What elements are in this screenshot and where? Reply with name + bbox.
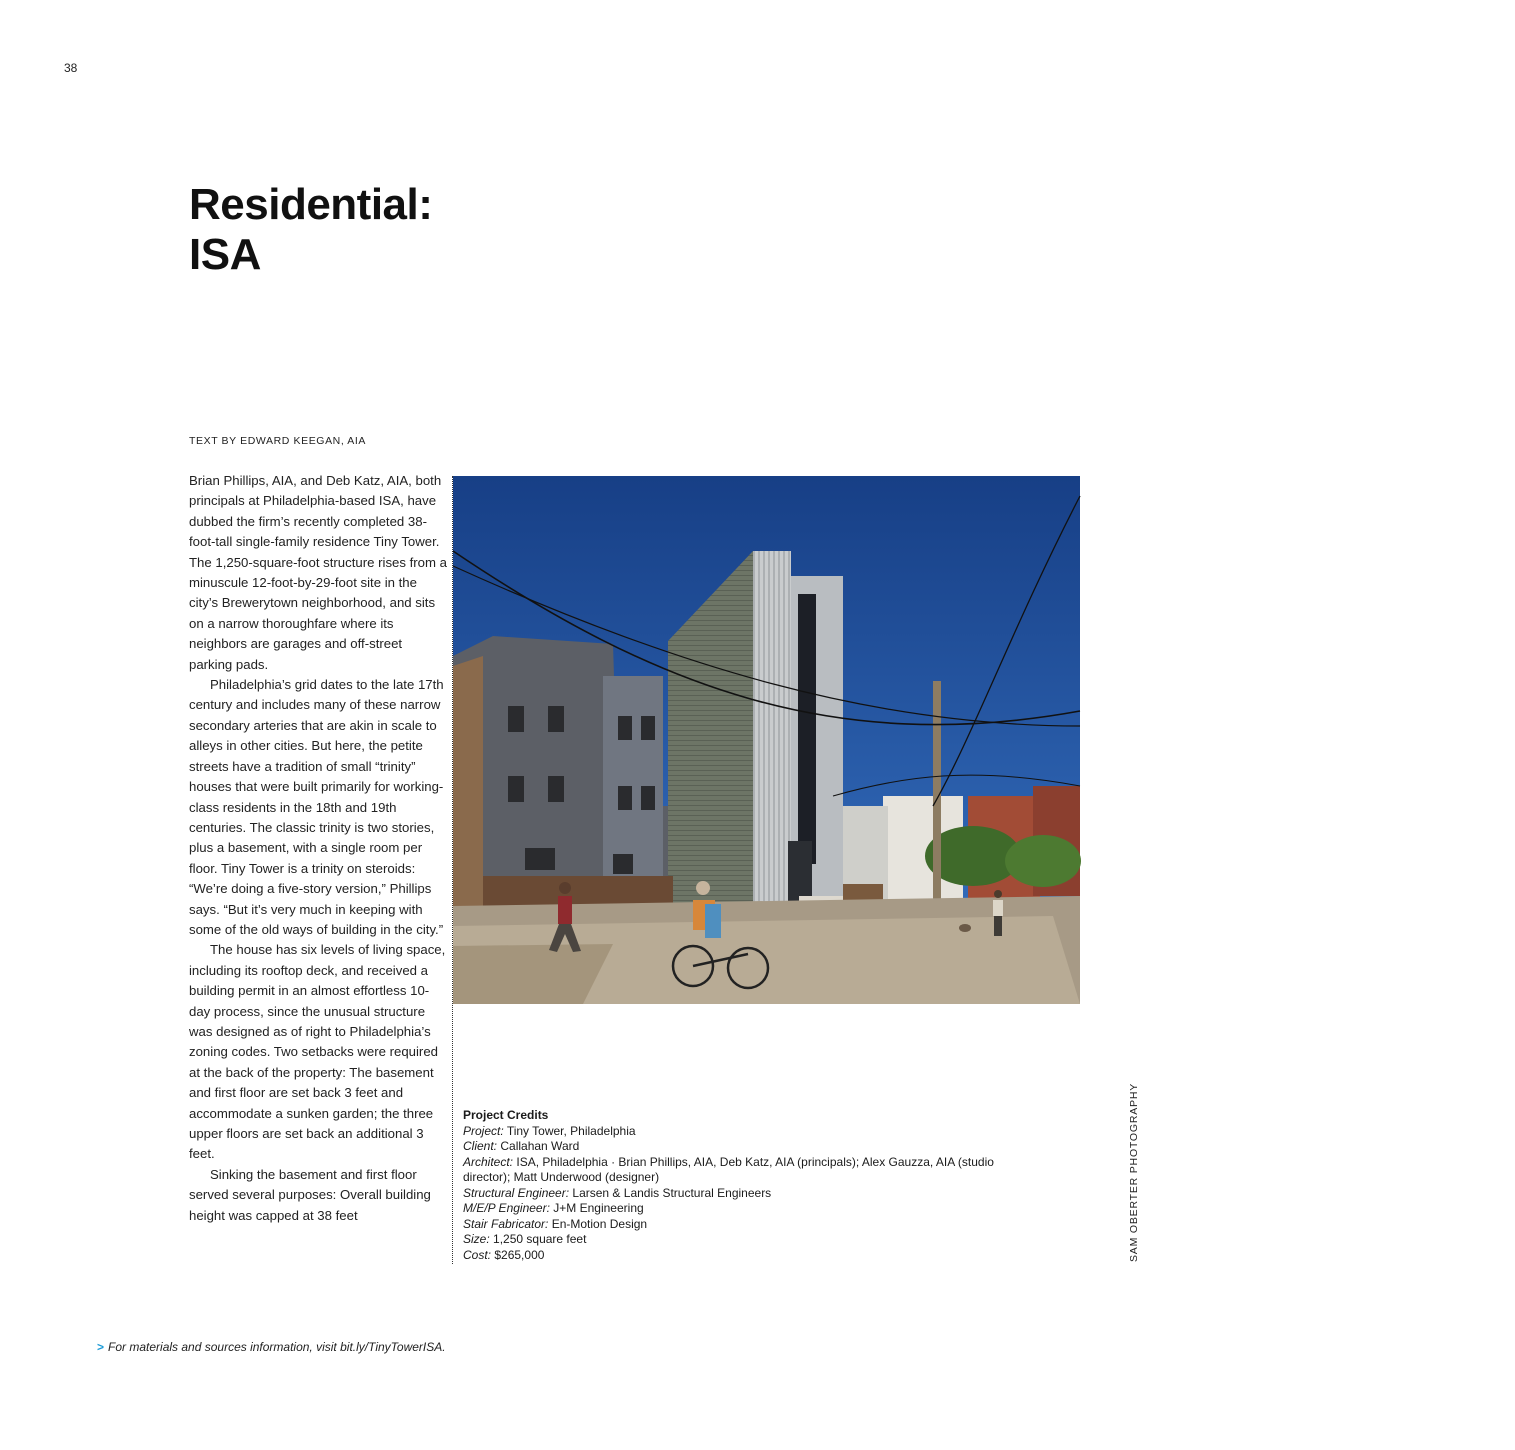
credit-size (463, 1232, 1023, 1248)
credit-value: Callahan Ward (500, 1139, 580, 1153)
credit-architect (463, 1155, 1023, 1186)
project-credits (463, 1108, 1023, 1263)
credit-label: Stair Fabricator: (463, 1216, 549, 1231)
page-title (189, 180, 432, 280)
photo-caption: Tiny Tower is clad in ATAS metal panels on the front façade, and Hardieplank on the sides. (1350, 971, 1497, 1047)
credits-title: Project Credits (463, 1108, 549, 1122)
credit-value: J+M Engineering (553, 1201, 644, 1215)
title-line-2: ISA (189, 230, 261, 279)
credit-value: ISA, Philadelphia · Brian Phillips, AIA, Deb Katz, AIA (principals); Alex Gauzza, AIA (studio director); Matt Underwood (designer) (463, 1154, 994, 1184)
title-line-1: Residential: (189, 180, 433, 229)
credit-client (463, 1139, 1023, 1155)
credit-label: Cost: (463, 1247, 492, 1262)
tiny-tower-illustration (453, 476, 1080, 1004)
credit-value: Tiny Tower, Philadelphia (506, 1123, 636, 1138)
footer-note (97, 1340, 446, 1354)
credit-structural-engineer (463, 1186, 1023, 1202)
body-paragraph-1: Brian Phillips, AIA, and Deb Katz, AIA, both principals at Philadelphia-based ISA, have dubbed the firm’s recently completed 38-foot-tall single-family residence Tiny Tower. The 1,250-square-foot structure rises from a minuscule 12-foot-by-29-foot site in the city’s Brewerytown neighborhood, and sits on a narrow thoroughfare where its neighbors are garages and off-street parking pads. (189, 473, 447, 672)
article-body (189, 471, 447, 1226)
credit-value: Larsen & Landis Structural Engineers (572, 1185, 772, 1200)
body-paragraph-4: Sinking the basement and first floor served several purposes: Overall building height was capped at 38 feet (189, 1166, 431, 1223)
credit-value: 1,250 square feet (493, 1232, 587, 1246)
credit-project (463, 1124, 1023, 1140)
byline: TEXT BY EDWARD KEEGAN, AIA (189, 435, 367, 447)
credit-stair-fabricator (463, 1217, 1023, 1233)
page-number: 38 (64, 61, 78, 75)
credit-label: Architect: (463, 1154, 514, 1169)
credit-label: Client: (463, 1139, 498, 1153)
tiny-tower-photo (453, 476, 1497, 1047)
photo-credit: SAM OBERTER PHOTOGRAPHY (1128, 1082, 1140, 1262)
body-paragraph-2: Philadelphia’s grid dates to the late 17th century and includes many of these narrow secondary arteries that are akin in scale to alleys in other cities. But here, the petite streets have a tradition of small “trinity” houses that were built primarily for working-class residents in the 18th and 19th centuries. The classic trinity is two stories, plus a basement, with a single room per floor. Tiny Tower is a trinity on steroids: “We’re doing a five-story version,” Phillips says. “But it’s very much in keeping with some of the old ways of building in the city.” (189, 677, 444, 937)
credit-label: Size: (463, 1232, 490, 1246)
credit-label: Structural Engineer: (463, 1185, 570, 1200)
footer-link-text[interactable]: For materials and sources information, visit bit.ly/TinyTowerISA. (108, 1340, 446, 1354)
body-paragraph-3: The house has six levels of living space, including its rooftop deck, and received a building permit in an almost effortless 10-day process, since the unusual structure was designed as of right to Philadelphia’s zoning codes. Two setbacks were required at the back of the property: The basement and first floor are set back 3 feet and accommodate a sunken garden; the three upper floors are set back an additional 3 feet. (189, 942, 446, 1162)
credit-value: En-Motion Design (551, 1216, 648, 1231)
credit-cost (463, 1248, 1023, 1264)
credit-label: Project: (463, 1123, 504, 1138)
credit-value: $265,000 (494, 1247, 545, 1262)
arrow-icon: > (97, 1340, 105, 1354)
credit-mep-engineer (463, 1201, 1023, 1217)
credit-label: M/E/P Engineer: (463, 1201, 550, 1215)
